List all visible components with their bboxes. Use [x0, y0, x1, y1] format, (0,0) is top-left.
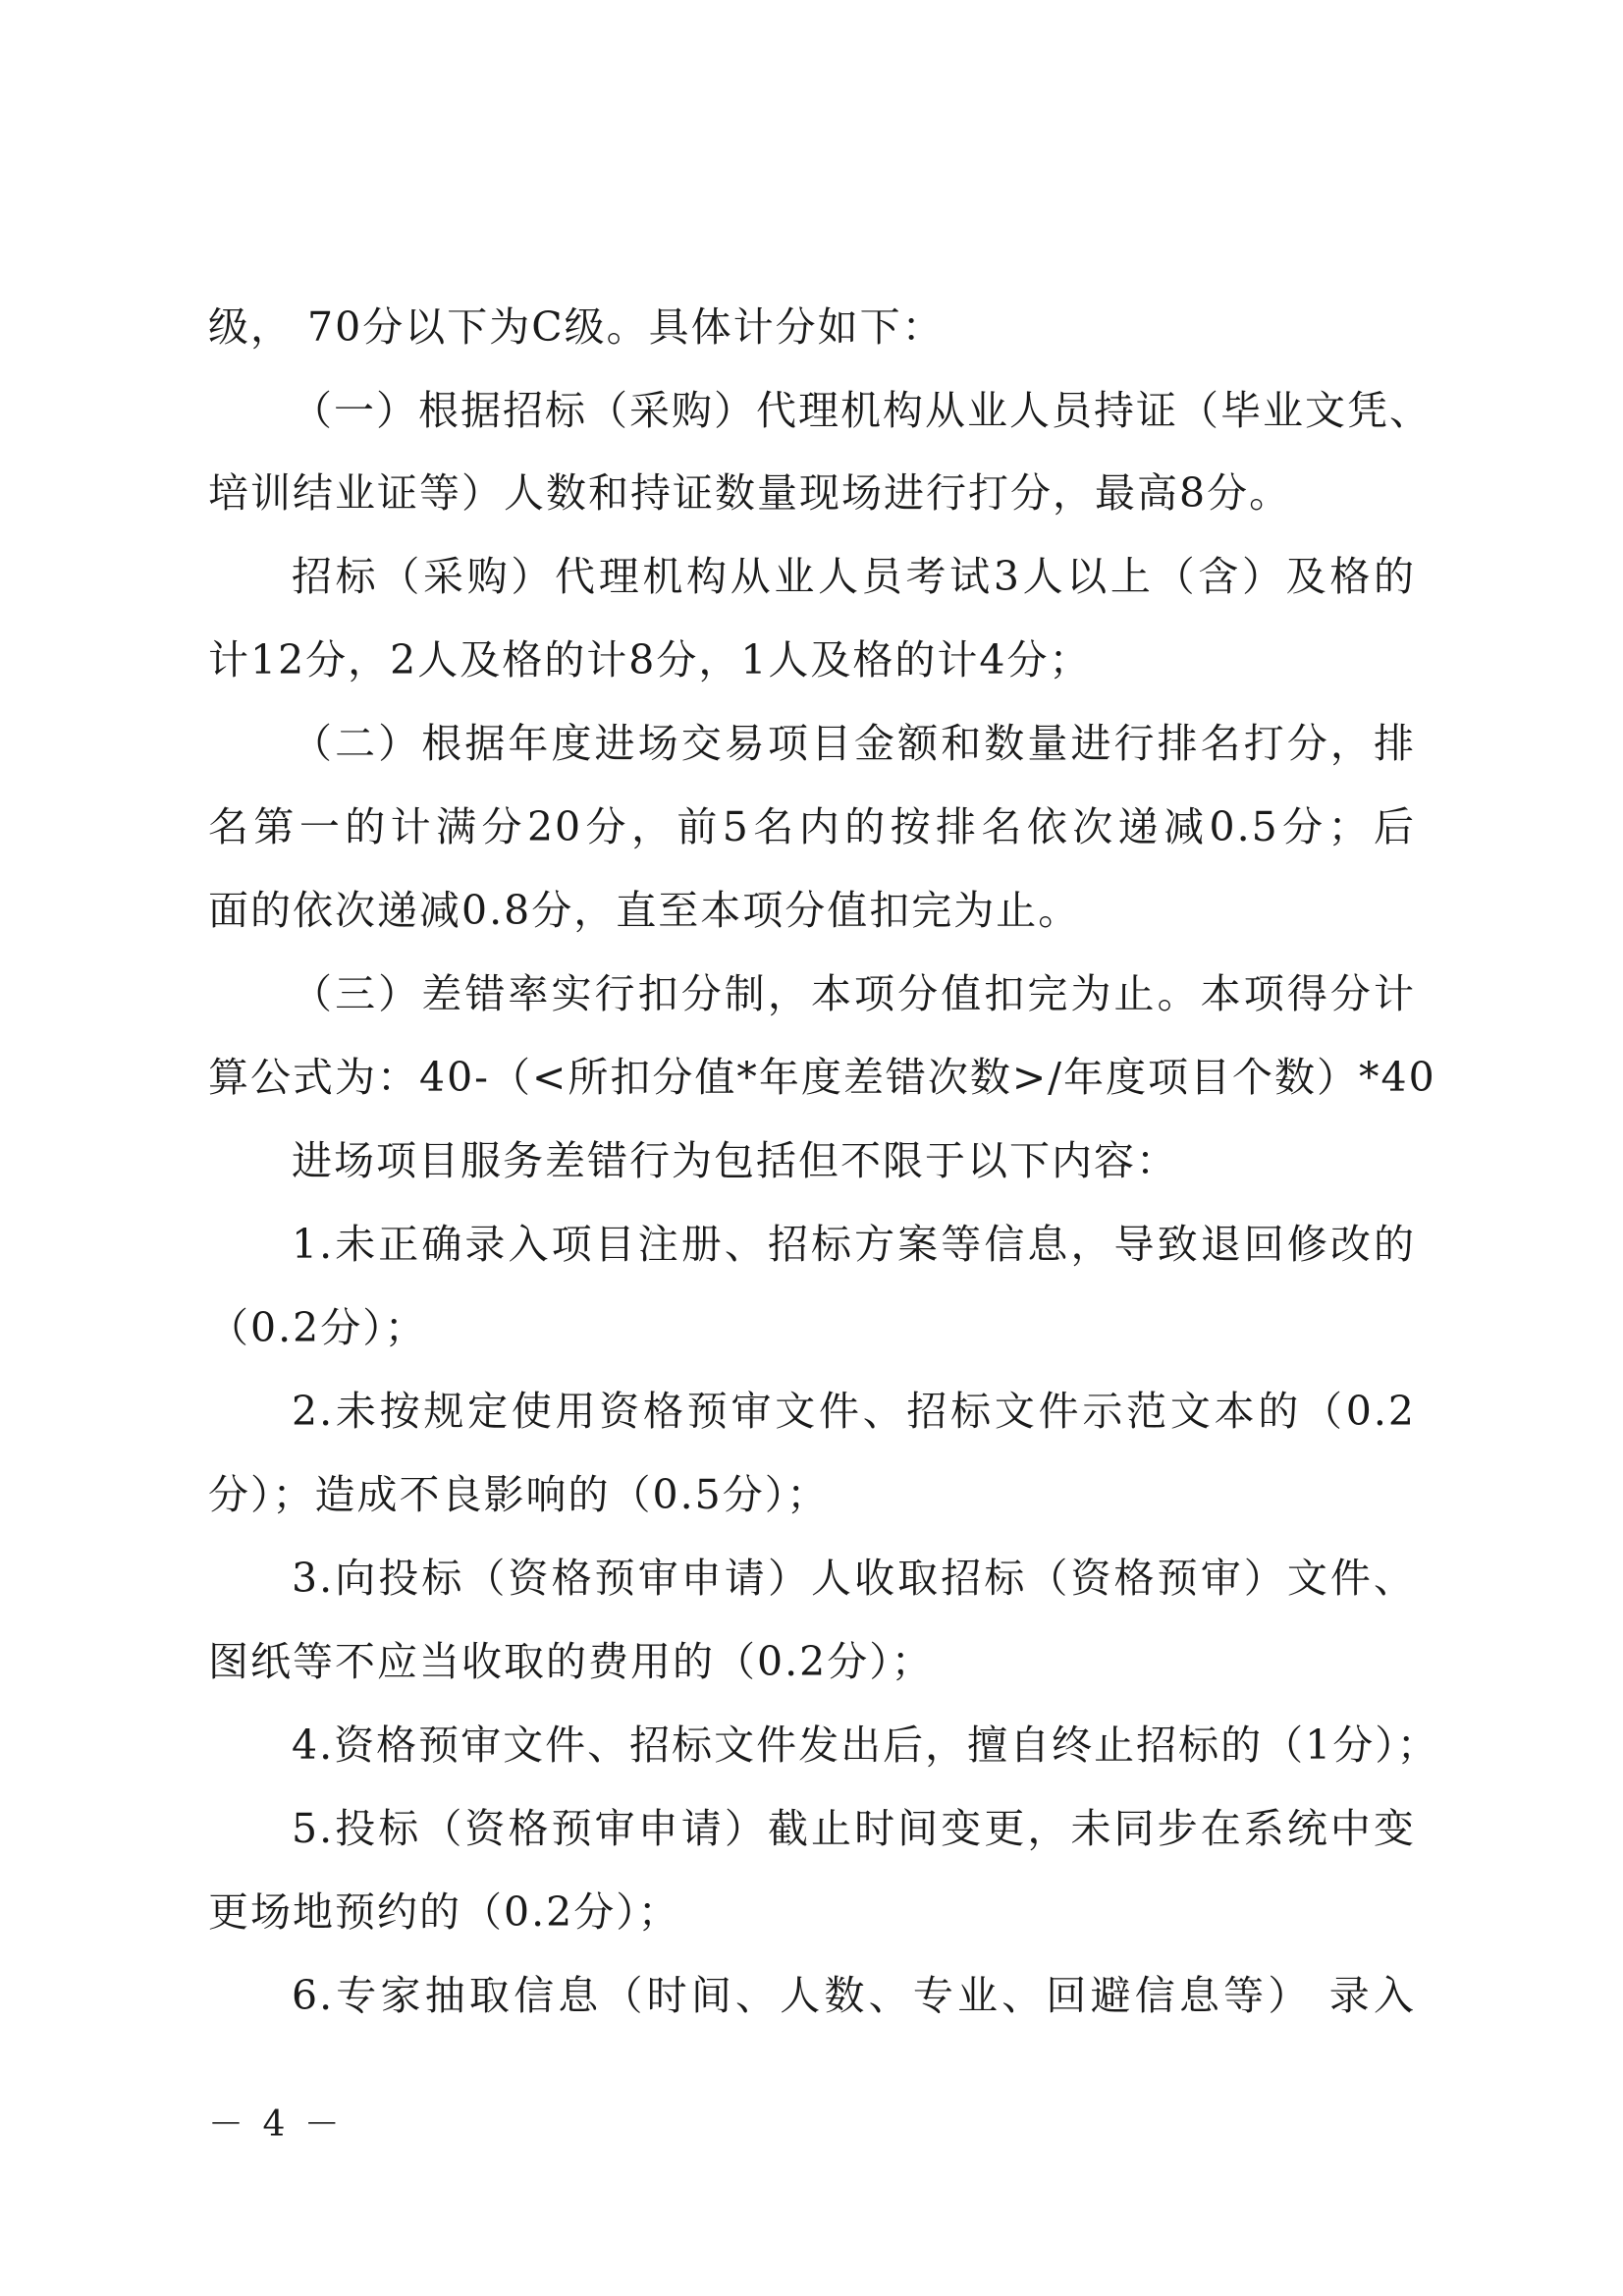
text-line-5: 计12分，2人及格的计8分，1人及格的计4分；: [208, 636, 1092, 683]
text-line-7: 名第一的计满分20分，前5名内的按排名依次递减0.5分；后: [208, 803, 1416, 850]
text-line-18: 4.资格预审文件、招标文件发出后，擅自终止招标的（1分）；: [292, 1722, 1439, 1769]
text-line-10: 算公式为：40-（<所扣分值*年度差错次数>/年度项目个数）*40: [208, 1054, 1436, 1101]
text-line-15: 分）；造成不良影响的（0.5分）；: [208, 1471, 830, 1518]
text-line-17: 图纸等不应当收取的费用的（0.2分）；: [208, 1638, 934, 1685]
text-line-9: （三）差错率实行扣分制，本项分值扣完为止。本项得分计: [292, 970, 1416, 1017]
text-line-19: 5.投标（资格预审申请）截止时间变更，未同步在系统中变: [292, 1805, 1416, 1852]
text-line-20: 更场地预约的（0.2分）；: [208, 1888, 680, 1936]
text-line-6: （二）根据年度进场交易项目金额和数量进行排名打分，排: [292, 720, 1416, 767]
text-line-4: 招标（采购）代理机构从业人员考试3人以上（含）及格的: [292, 553, 1416, 600]
text-line-14: 2.未按规定使用资格预审文件、招标文件示范文本的（0.2: [292, 1388, 1416, 1435]
text-line-13: （0.2分）；: [208, 1304, 427, 1351]
text-line-3: 培训结业证等）人数和持证数量现场进行打分，最高8分。: [208, 469, 1292, 517]
text-line-2: （一）根据招标（采购）代理机构从业人员持证（毕业文凭、: [292, 387, 1432, 434]
page-number: － 4 －: [208, 2105, 344, 2145]
text-line-8: 面的依次递减0.8分，直至本项分值扣完为止。: [208, 887, 1081, 934]
text-line-21: 6.专家抽取信息（时间、人数、专业、回避信息等） 录入: [292, 1972, 1416, 2019]
text-line-16: 3.向投标（资格预审申请）人收取招标（资格预审）文件、: [292, 1555, 1416, 1602]
text-line-1: 级， 70分以下为C级。具体计分如下：: [208, 303, 945, 351]
text-line-11: 进场项目服务差错行为包括但不限于以下内容：: [292, 1137, 1178, 1184]
text-line-12: 1.未正确录入项目注册、招标方案等信息，导致退回修改的: [292, 1221, 1416, 1268]
